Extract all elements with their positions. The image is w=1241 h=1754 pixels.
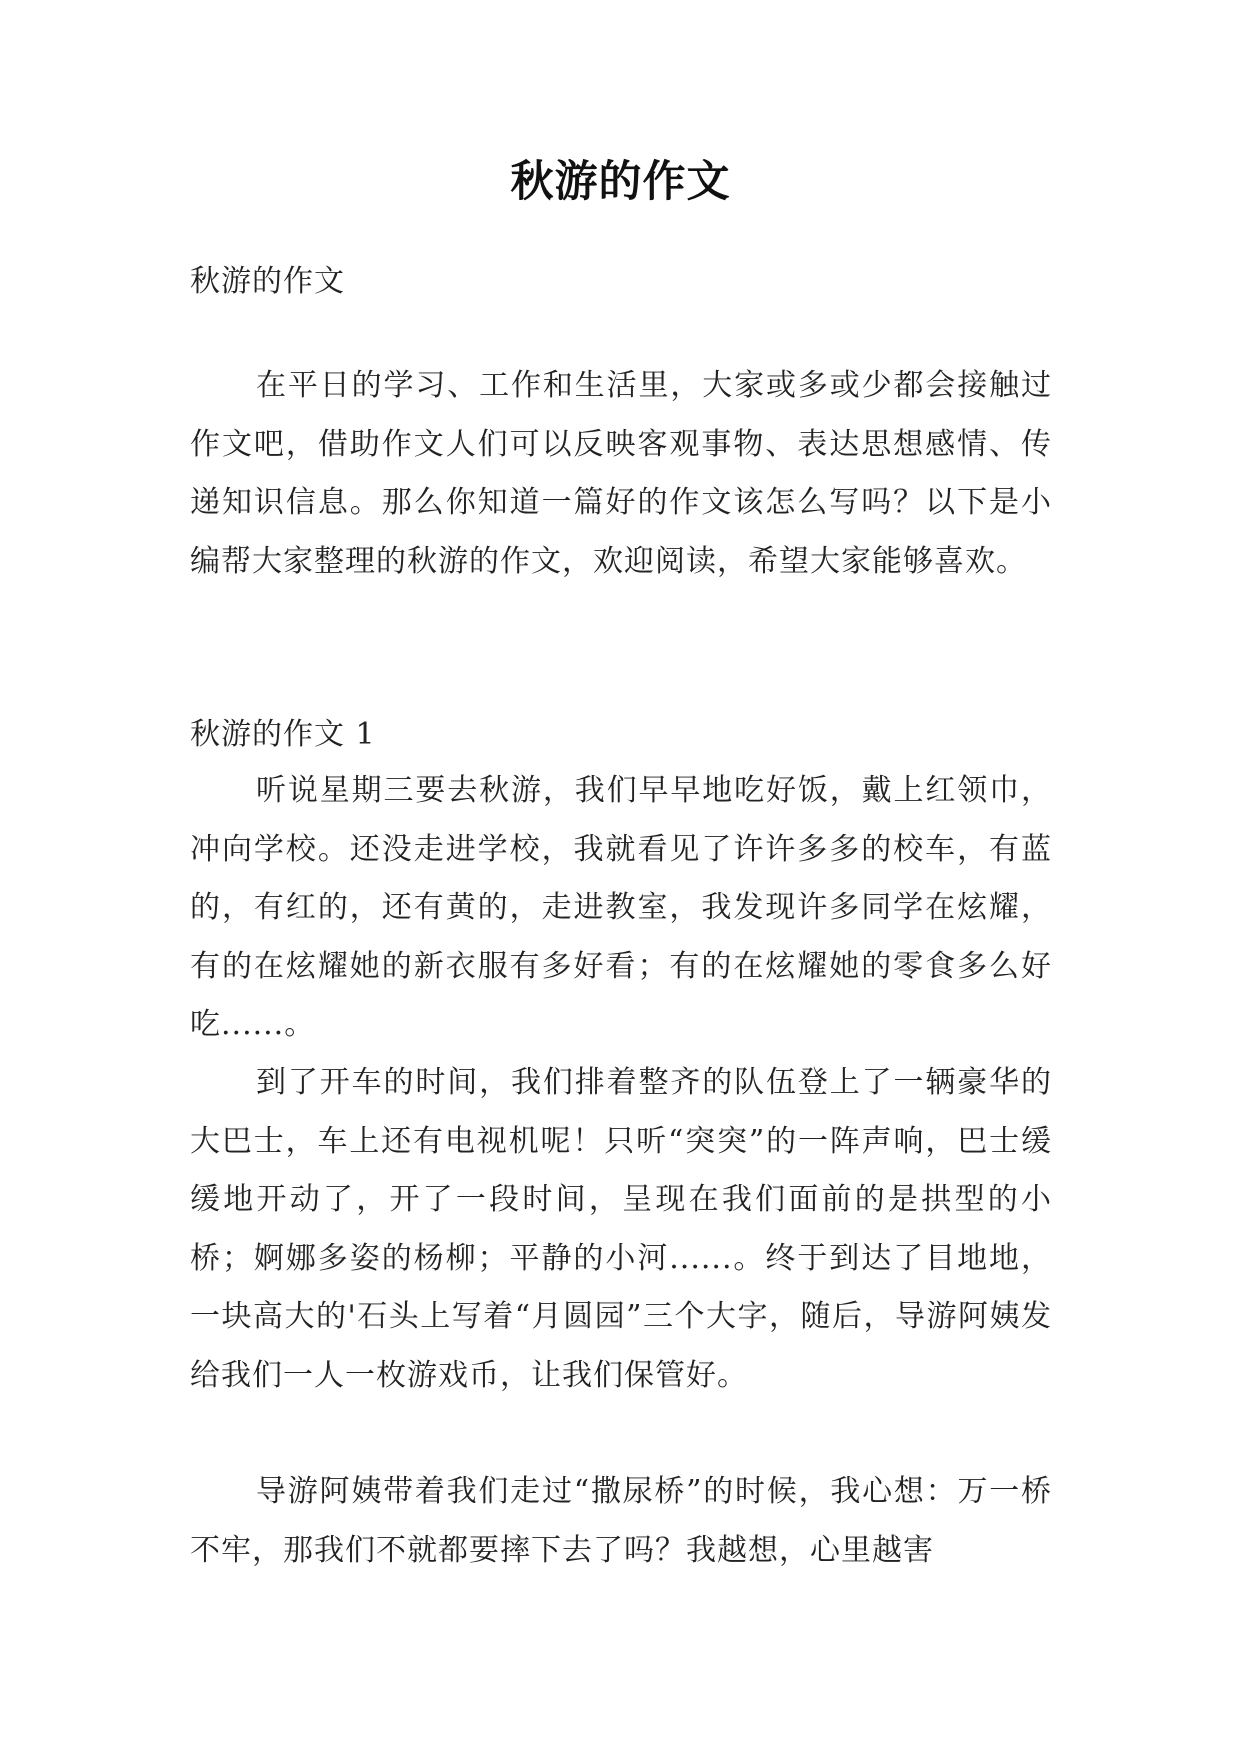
section-paragraph-3: 导游阿姨带着我们走过“撒尿桥”的时候，我心想：万一桥不牢，那我们不就都要摔下去了吗？我越想，心里越害 — [190, 1474, 1052, 1568]
intro-paragraph: 在平日的学习、工作和生活里，大家或多或少都会接触过作文吧，借助作文人们可以反映客观事物、表达思想感情、传递知识信息。那么你知道一篇好的作文该怎么写吗？以下是小编帮大家整理的秋游的作文，欢迎阅读，希望大家能够喜欢。 — [190, 368, 1052, 579]
section-paragraph-1: 听说星期三要去秋游，我们早早地吃好饭，戴上红领巾，冲向学校。还没走进学校，我就看见了许许多多的校车，有蓝的，有红的，还有黄的，走进教室，我发现许多同学在炫耀，有的在炫耀她的新衣服有多好看；有的在炫耀她的零食多么好吃......。 — [190, 773, 1052, 1042]
section-paragraph-2: 到了开车的时间，我们排着整齐的队伍登上了一辆豪华的大巴士，车上还有电视机呢！只听“突突”的一阵声响，巴士缓缓地开动了，开了一段时间，呈现在我们面前的是拱型的小桥；婀娜多姿的杨柳；平静的小河......。终于到达了目地地，一块高大的'石头上写着“月圆园”三个大字，随后，导游阿姨发给我们一人一枚游戏币，让我们保管好。 — [190, 1065, 1052, 1393]
section-heading: 秋游的作文 1 — [190, 717, 376, 752]
document-title: 秋游的作文 — [510, 157, 731, 207]
document-subtitle: 秋游的作文 — [190, 264, 345, 299]
